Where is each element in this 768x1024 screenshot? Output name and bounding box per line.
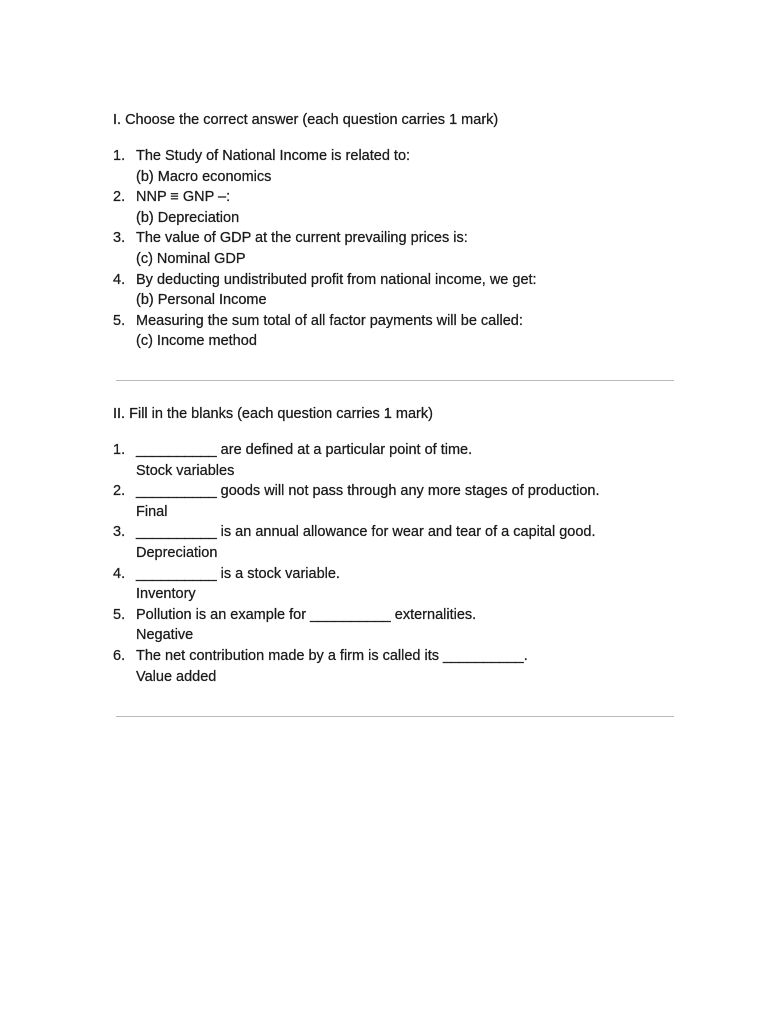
question-number: 5. [113, 312, 126, 329]
question-text: Measuring the sum total of all factor payments will be called: [136, 312, 523, 329]
question-number: 3. [113, 230, 126, 247]
question-item [113, 146, 683, 187]
question-list [113, 146, 683, 352]
answer-text: Negative [136, 627, 194, 644]
answer-text: Depreciation [136, 544, 218, 561]
answer-text: Final [136, 503, 168, 520]
section-divider [116, 380, 674, 381]
question-item [113, 522, 683, 563]
question-number: 2. [113, 483, 126, 500]
question-text: __________ goods will not pass through any more stages of production. [136, 483, 600, 500]
answer-text: Stock variables [136, 462, 235, 479]
answer-text: (c) Nominal GDP [136, 250, 246, 267]
question-text: By deducting undistributed profit from national income, we get: [136, 271, 537, 288]
question-number: 1. [113, 148, 126, 164]
question-text: The Study of National Income is related to: [136, 148, 411, 164]
question-text: __________ is a stock variable. [136, 565, 340, 582]
question-text: Pollution is an example for __________ externalities. [136, 606, 477, 623]
question-number: 2. [113, 189, 126, 206]
question-item [113, 646, 683, 687]
answer-text: (b) Depreciation [136, 209, 240, 226]
question-number: 5. [113, 606, 126, 623]
question-text: __________ is an annual allowance for wear and tear of a capital good. [136, 524, 596, 541]
question-text: The value of GDP at the current prevailing prices is: [136, 230, 468, 247]
section-fill-blanks [113, 404, 683, 687]
question-item [113, 311, 683, 352]
question-number: 6. [113, 647, 126, 664]
answer-text: (b) Personal Income [136, 292, 267, 309]
question-item [113, 564, 683, 605]
question-list [113, 440, 683, 687]
question-text: __________ are defined at a particular point of time. [136, 442, 473, 458]
question-number: 1. [113, 442, 126, 458]
question-item [113, 187, 683, 228]
question-text: The net contribution made by a firm is called its __________. [136, 647, 528, 664]
answer-text: (b) Macro economics [136, 168, 272, 185]
section-divider [116, 716, 674, 717]
question-number: 3. [113, 524, 126, 541]
question-item [113, 605, 683, 646]
question-number: 4. [113, 565, 126, 582]
section-mcq [113, 110, 683, 352]
question-item [113, 481, 683, 522]
answer-text: (c) Income method [136, 333, 257, 350]
question-item [113, 440, 683, 481]
question-number: 4. [113, 271, 126, 288]
question-item [113, 228, 683, 269]
answer-text: Inventory [136, 586, 196, 603]
question-text: NNP ≡ GNP –: [136, 189, 231, 206]
section-heading: I. Choose the correct answer (each question carries 1 mark) [113, 112, 499, 128]
section-heading: II. Fill in the blanks (each question carries 1 mark) [113, 406, 433, 422]
answer-text: Value added [136, 668, 217, 685]
question-item [113, 270, 683, 311]
